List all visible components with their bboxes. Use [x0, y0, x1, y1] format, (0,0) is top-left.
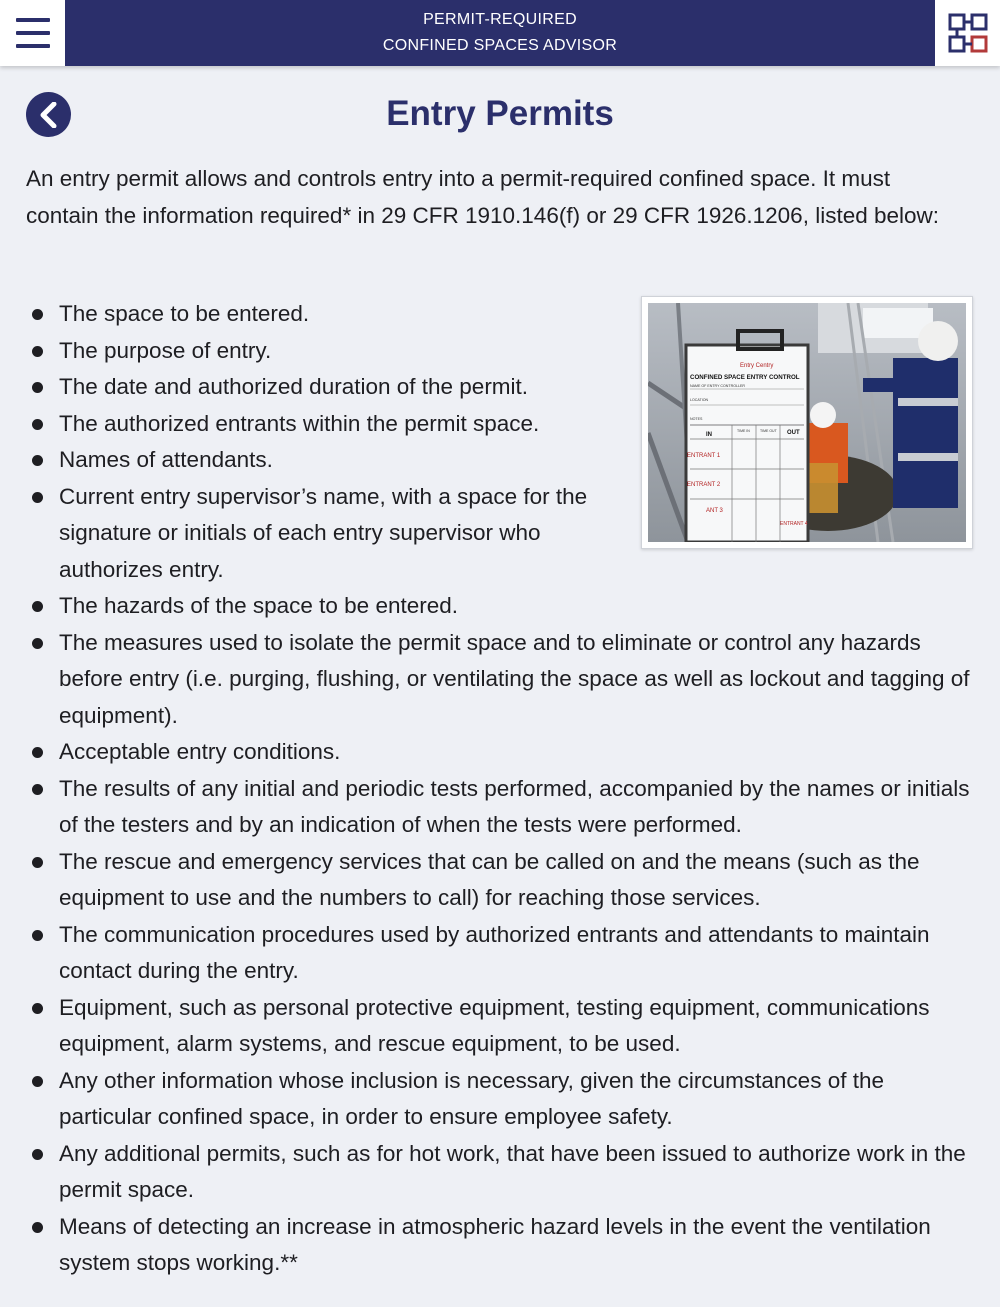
bullet-dot [32, 419, 43, 430]
bullet-dot [32, 747, 43, 758]
app-title [65, 0, 935, 66]
list-item [26, 406, 606, 443]
list-item-text: The measures used to isolate the permit space and to eliminate or control any hazards before entry (i.e. purging, flushing, or ventilating the space as well as lockout and tagging of equipment). [59, 629, 970, 728]
list-item [26, 442, 606, 479]
bullet-dot [32, 784, 43, 795]
bullet-dot [32, 1222, 43, 1233]
bullet-dot [32, 857, 43, 868]
list-item-text: Equipment, such as personal protective equipment, testing equipment, communications equipment, alarm systems, and rescue equipment, to be used. [59, 994, 930, 1056]
board-entrant-2: ENTRANT 2 [687, 482, 721, 488]
sitemap-icon [948, 13, 988, 53]
list-item-text: Any other information whose inclusion is necessary, given the circumstances of the particular confined space, in order to ensure employee safety. [59, 1067, 884, 1129]
bullet-dot [32, 601, 43, 612]
bullet-dot [32, 1149, 43, 1160]
list-item-text: The authorized entrants within the permit space. [59, 410, 540, 436]
permit-requirements-list [26, 296, 976, 1282]
board-entrant-4: ENTRANT 4 [780, 521, 808, 527]
list-item-text: The results of any initial and periodic tests performed, accompanied by the names or initials of the testers and by an indication of when the tests were performed. [59, 775, 970, 837]
list-item-text: The date and authorized duration of the permit. [59, 374, 529, 399]
bullet-dot [32, 309, 43, 320]
list-item-text: Means of detecting an increase in atmospheric hazard levels in the event the ventilation system stops working.** [59, 1213, 931, 1275]
board-col-in: IN [706, 432, 712, 438]
board-row-2: LOCATION [690, 398, 709, 402]
list-item [26, 1209, 976, 1282]
list-item [26, 1063, 976, 1136]
board-col-out: OUT [787, 430, 800, 436]
list-item [26, 917, 976, 990]
list-item [26, 369, 606, 406]
list-item-text: Acceptable entry conditions. [59, 739, 341, 764]
list-item-text: The communication procedures used by authorized entrants and attendants to maintain contact during the entry. [59, 921, 930, 983]
board-row-3: NOTES [690, 417, 703, 421]
list-item-text: The purpose of entry. [59, 337, 272, 363]
list-item [26, 296, 606, 333]
bullet-dot [32, 455, 43, 466]
app-title-line-2: CONFINED SPACES ADVISOR [382, 37, 618, 54]
bullet-dot [32, 346, 43, 357]
chevron-left-icon [37, 102, 61, 128]
hamburger-menu-icon [16, 18, 50, 48]
list-item-text: The space to be entered. [59, 301, 310, 326]
list-item [26, 771, 976, 844]
board-col-time-out: TIME OUT [760, 429, 777, 433]
bullet-dot [32, 382, 43, 393]
list-item-text: The rescue and emergency services that can be called on and the means (such as the equipment to use and the numbers to call) for reaching those services. [59, 848, 920, 910]
bullet-dot [32, 1003, 43, 1014]
app-title-line-1: PERMIT-REQUIRED [423, 11, 577, 28]
intro-paragraph: An entry permit allows and controls entry into a permit-required confined space. It must contain the information required* in 29 CFR 1910.146(f) or 29 CFR 1926.1206, listed below: [26, 166, 940, 228]
list-item-text: The hazards of the space to be entered. [59, 593, 459, 618]
list-item [26, 333, 606, 370]
list-item-text: Any additional permits, such as for hot work, that have been issued to authorize work in the permit space. [59, 1140, 966, 1202]
list-item-text: Current entry supervisor’s name, with a space for the signature or initials of each entry supervisor who authorizes entry. [59, 483, 588, 582]
list-item [26, 479, 606, 589]
top-bar [0, 0, 1000, 66]
sitemap-button[interactable] [935, 0, 1000, 66]
bullet-dot [32, 1076, 43, 1087]
board-title: CONFINED SPACE ENTRY CONTROL [690, 374, 800, 381]
board-brand: Entry Centry [740, 363, 774, 369]
list-item [26, 990, 976, 1063]
board-entrant-1: ENTRANT 1 [687, 453, 721, 459]
board-row-1: NAME OF ENTRY CONTROLLER [690, 384, 745, 388]
list-item [26, 844, 976, 917]
list-item [26, 1136, 976, 1209]
list-item [26, 734, 976, 771]
bullet-dot [32, 638, 43, 649]
bullet-dot [32, 930, 43, 941]
list-item [26, 588, 976, 625]
page-title: Entry Permits [386, 94, 614, 133]
list-item-text: Names of attendants. [59, 447, 273, 472]
list-item [26, 625, 976, 735]
menu-button[interactable] [0, 0, 65, 66]
board-col-time-in: TIME IN [737, 429, 750, 433]
board-entrant-3: ANT 3 [706, 508, 723, 514]
bullet-dot [32, 492, 43, 503]
back-button[interactable] [26, 92, 71, 137]
